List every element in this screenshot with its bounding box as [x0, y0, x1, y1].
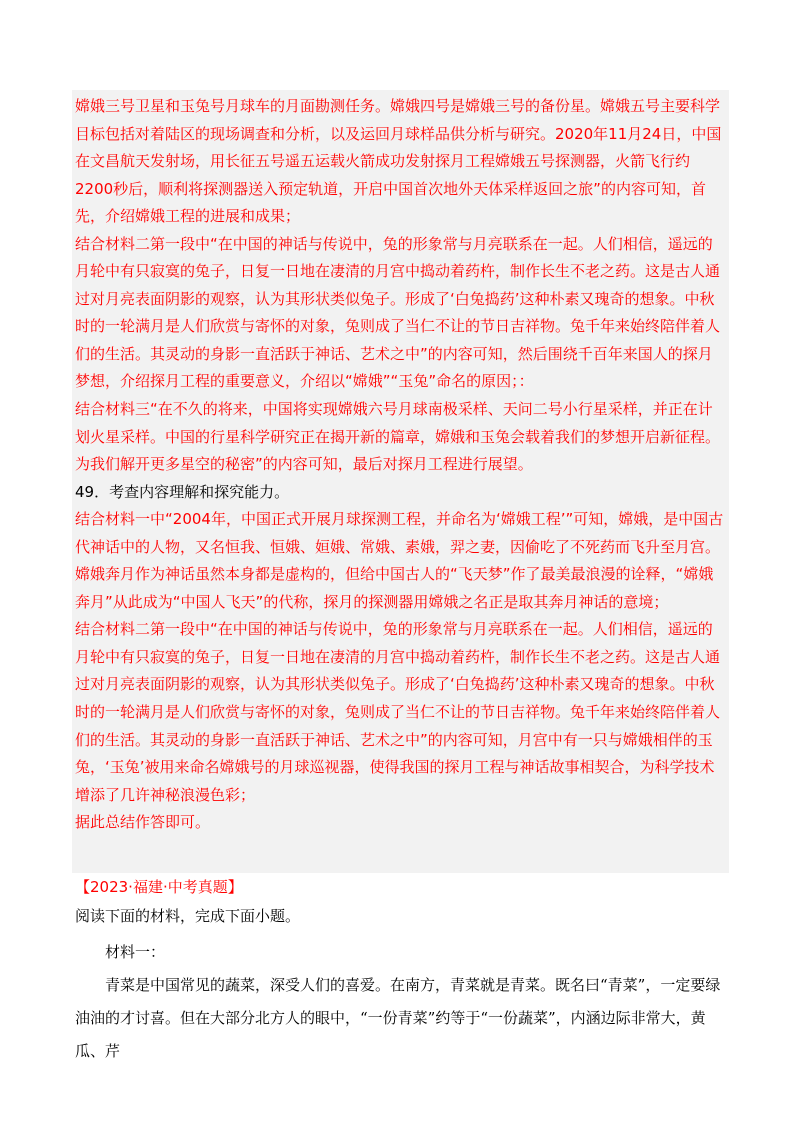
analysis-paragraph: 结合材料二第一段中“在中国的神话与传说中，兔的形象常与月亮联系在一起。人们相信，遥远的月轮中有只寂寞的兔子，日复一日地在凄清的月宫中捣动着药杵，制作长生不老之药。这是古人通过对月亮表面阴影的观察，认为其形状类似兔子。形成了‘白兔捣药’这种朴素又瑰奇的想象。中秋时的一轮满月是人们欣赏与寄怀的对象，兔则成了当仁不让的节日吉祥物。兔千年来始终陪伴着人们的生活。其灵动的身影一直活跃于神话、艺术之中”的内容可知，月宫中有一只与嫦娥相伴的玉兔，‘玉兔’被用来命名嫦娥号的月球巡视器，使得我国的探月工程与神话故事相契合，为科学技术增添了几许神秘浪漫色彩； — [75, 620, 721, 804]
source-tag: 【2023·福建·中考真题】 — [75, 878, 243, 896]
instruction-text: 阅读下面的材料，完成下面小题。 — [75, 907, 301, 925]
analysis-paragraph: 结合材料三“在不久的将来，中国将实现嫦娥六号月球南极采样、天问二号小行星采样，并正在计划火星采样。中国的行星科学研究正在揭开新的篇章，嫦娥和玉兔会载着我们的梦想开启新征程。为我们解开更多星空的秘密”的内容可知，最后对探月工程进行展望。 — [75, 400, 721, 474]
material-text: 青菜是中国常见的蔬菜，深受人们的喜爱。在南方，青菜就是青菜。既名曰“青菜”，一定要绿油油的才讨喜。但在大部分北方人的眼中，“一份青菜”约等于“一份蔬菜”，内涵边际非常大，黄瓜、芹 — [75, 976, 721, 1060]
analysis-conclusion: 据此总结作答即可。 — [75, 813, 211, 832]
answer-analysis-block — [75, 93, 727, 837]
analysis-paragraph: 结合材料一中“2004年，中国正式开展月球探测工程，并命名为‘嫦娥工程’”可知，嫦娥，是中国古代神话中的人物，又名恒我、恒娥、姮娥、常娥、素娥，羿之妻，因偷吃了不死药而飞升至月宫。嫦娥奔月作为神话虽然本身都是虚构的，但给中国古人的“飞天梦”作了最美最浪漫的诠释，“嫦娥奔月”从此成为“中国人飞天”的代称，探月的探测器用嫦娥之名正是取其奔月神话的意境； — [75, 510, 724, 611]
material-passage — [75, 936, 727, 1068]
question-49-label: 49．考查内容理解和探究能力。 — [75, 482, 290, 501]
next-question-header — [75, 873, 727, 931]
analysis-paragraph: 结合材料二第一段中“在中国的神话与传说中，兔的形象常与月亮联系在一起。人们相信，遥远的月轮中有只寂寞的兔子，日复一日地在凄清的月宫中捣动着药杵，制作长生不老之药。这是古人通过对月亮表面阴影的观察，认为其形状类似兔子。形成了‘白兔捣药’这种朴素又瑰奇的想象。中秋时的一轮满月是人们欣赏与寄怀的对象，兔则成了当仁不让的节日吉祥物。兔千年来始终陪伴着人们的生活。其灵动的身影一直活跃于神话、艺术之中”的内容可知，然后围绕千百年来国人的探月梦想，介绍探月工程的重要意义，介绍以“嫦娥”“玉兔”命名的原因；： — [75, 234, 721, 391]
analysis-paragraph: 嫦娥三号卫星和玉兔号月球车的月面勘测任务。嫦娥四号是嫦娥三号的备份星。嫦娥五号主要科学目标包括对着陆区的现场调查和分析，以及运回月球样品供分析与研究。2020年11月24日，中国在文昌航天发射场，用长征五号遥五运载火箭成功发射探月工程嫦娥五号探测器，火箭飞行约2200秒后，顺利将探测器送入预定轨道，开启中国首次地外天体采样返回之旅”的内容可知，首先，介绍嫦娥工程的进展和成果； — [75, 97, 722, 226]
material-heading: 材料一： — [105, 943, 166, 961]
